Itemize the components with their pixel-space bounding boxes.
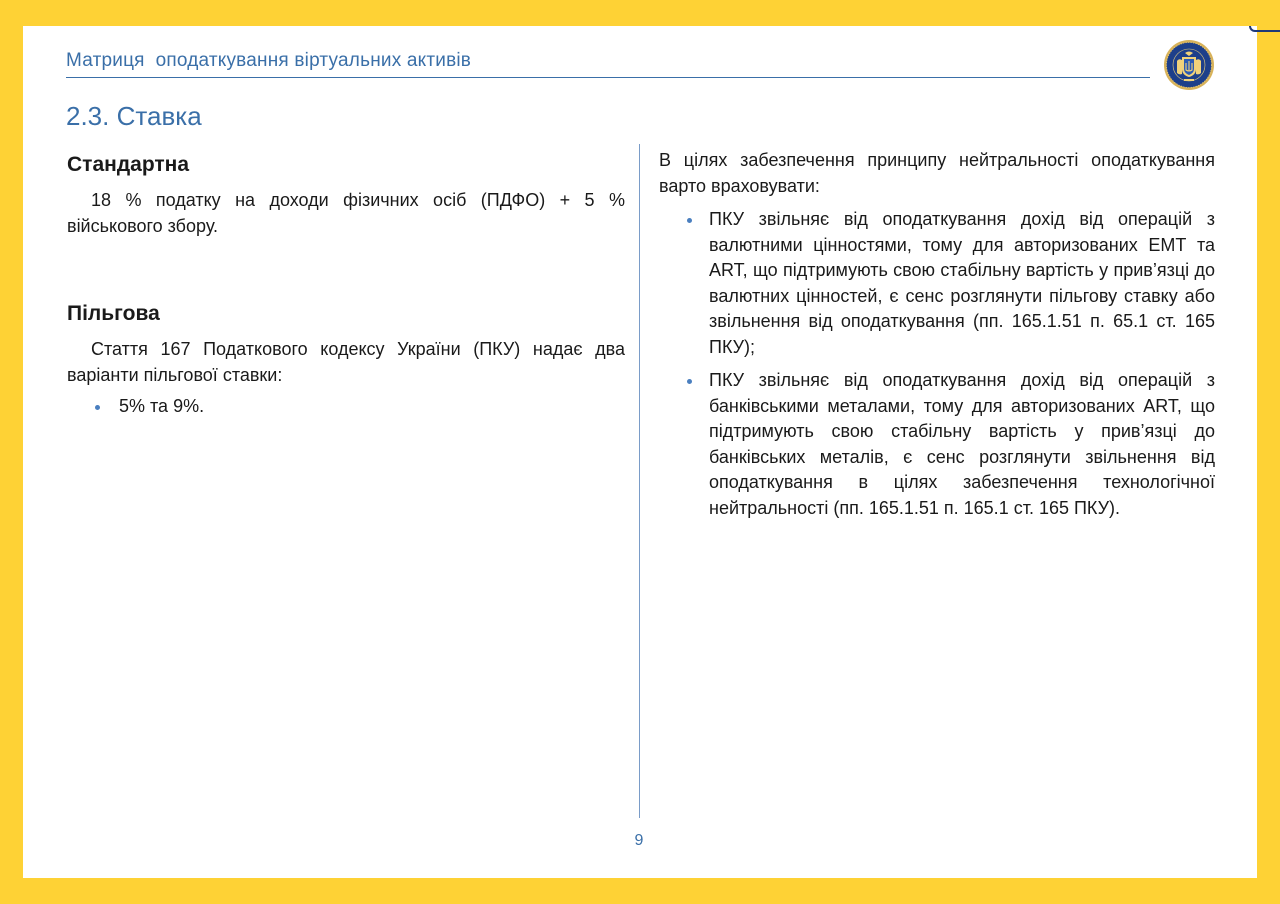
standard-rate-text: 18 % податку на доходи фізичних осіб (ПДФО) + 5 % військового збору. xyxy=(67,190,625,236)
right-column xyxy=(659,148,1215,521)
section-title: 2.3. Ставка xyxy=(66,101,202,131)
preferential-rate-list xyxy=(67,394,625,420)
column-divider xyxy=(639,144,640,818)
list-item xyxy=(67,394,625,420)
list-item-text: ПКУ звільняє від оподаткування дохід від операцій з банківськими металами, тому для авторизованих ART, що підтримують свою стабільну вартість у прив’язці до банківських металів, є сенс розглянути звільнення від оподаткування в цілях забезпечення технологічної нейтральності (пп. 165.1.51 п. 165.1 ст. 165 ПКУ). xyxy=(709,370,1215,518)
document-header-title: Матриця оподаткування віртуальних активів xyxy=(66,50,472,71)
page-number: 9 xyxy=(634,832,644,849)
bullet-icon xyxy=(687,379,692,384)
left-column xyxy=(67,150,625,420)
preferential-rate-text: Стаття 167 Податкового кодексу України (ПКУ) надає два варіанти пільгової ставки: xyxy=(67,339,625,385)
bullet-icon xyxy=(95,405,100,410)
list-item-text: 5% та 9%. xyxy=(119,396,205,416)
corner-decoration xyxy=(1249,26,1280,32)
header-divider xyxy=(66,77,1150,78)
ministry-seal-icon xyxy=(1163,39,1215,91)
list-item-text: ПКУ звільняє від оподаткування дохід від операцій з валютними цінностями, тому для авторизованих ЕМТ та ART, що підтримують свою стабільну вартість у прив’язці до валютних цінностей, є сенс розглянути пільгову ставку або звільнення від оподаткування (пп. 165.1.51 п. 65.1 ст. 165 ПКУ); xyxy=(709,209,1215,357)
standard-rate-heading: Стандартна xyxy=(67,153,190,176)
bullet-icon xyxy=(687,218,692,223)
document-page xyxy=(23,26,1257,878)
list-item xyxy=(659,207,1215,360)
list-item xyxy=(659,368,1215,521)
preferential-rate-heading: Пільгова xyxy=(67,302,160,325)
neutrality-intro-text: В цілях забезпечення принципу нейтральності оподаткування варто враховувати: xyxy=(659,150,1215,196)
neutrality-list xyxy=(659,207,1215,521)
